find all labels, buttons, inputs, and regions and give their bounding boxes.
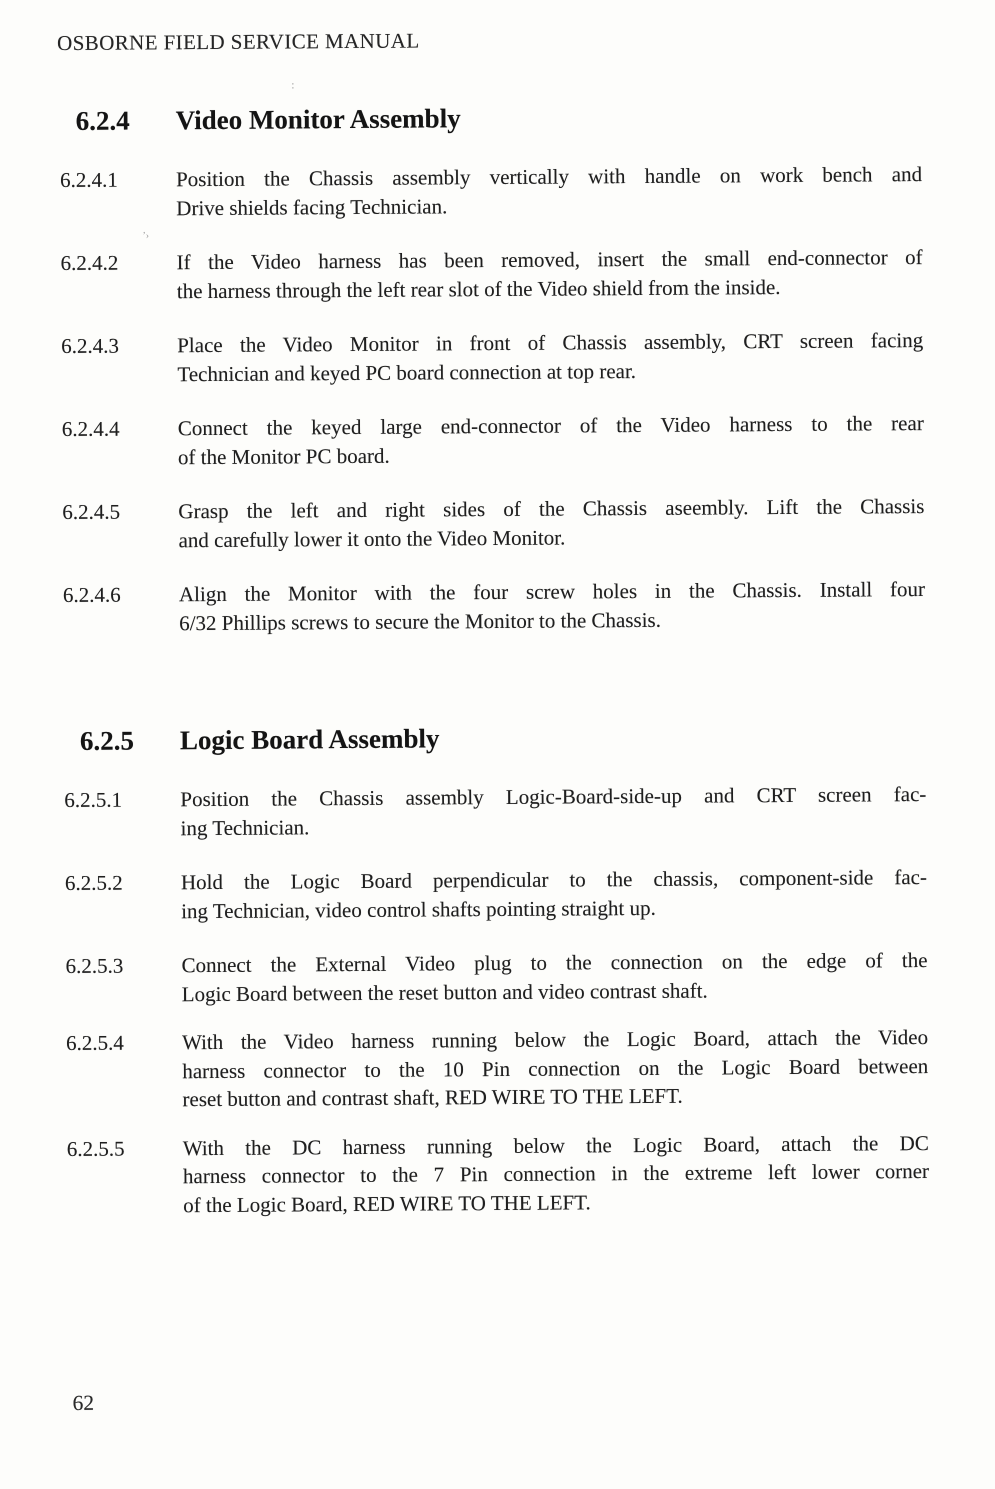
step-text-line: If the Video harness has been removed, insert the small end-connector of (176, 245, 923, 275)
procedure-step (60, 160, 991, 223)
section-number: 6.2.4 (75, 105, 130, 136)
section-heading-video-monitor (76, 97, 991, 139)
step-number: 6.2.5.1 (64, 787, 123, 813)
procedure-step (61, 326, 992, 389)
step-text (177, 326, 923, 388)
step-text (176, 160, 922, 222)
scan-artifact: ’› (142, 230, 150, 242)
step-text-line: With the DC harness running below the Logic Board, attach the DC (182, 1130, 929, 1160)
section-heading-logic-board (80, 717, 995, 759)
step-text-line: Drive shields facing Technician. (176, 193, 448, 220)
section-number: 6.2.5 (79, 725, 135, 756)
section-title: Video Monitor Assembly (175, 103, 461, 136)
step-text (178, 409, 924, 471)
step-text-line: Hold the Logic Board perpendicular to the chassis, component-side fac- (180, 865, 928, 895)
procedure-step (62, 409, 993, 472)
step-number: 6.2.4.6 (62, 582, 121, 608)
step-text (182, 1023, 929, 1114)
step-number: 6.2.5.2 (64, 870, 123, 896)
step-text-line: Technician and keyed PC board connection at top rear. (177, 358, 637, 386)
step-text-line: Connect the External Video plug to the connection on the edge of the (181, 948, 928, 978)
step-text-line: Logic Board between the reset button and video contrast shaft. (181, 978, 708, 1006)
procedure-step (65, 946, 995, 1009)
step-text-line: the harness through the left rear slot of the Video shield from the inside. (176, 274, 781, 303)
step-number: 6.2.5.4 (65, 1030, 124, 1056)
procedure-step (63, 575, 994, 638)
step-number: 6.2.5.3 (65, 953, 124, 979)
step-number: 6.2.5.5 (66, 1136, 125, 1161)
step-text (180, 780, 926, 842)
step-text-line: ing Technician, video control shafts pointing straight up. (181, 895, 656, 923)
step-text-line: 6/32 Phillips screws to secure the Monitor to the Chassis. (179, 607, 662, 635)
step-text-line: harness connector to the 7 Pin connection in the extreme left lower corner (182, 1158, 930, 1189)
page-number: 62 (72, 1390, 95, 1415)
step-text-line: Connect the keyed large end-connector of the Video harness to the rear (177, 411, 924, 441)
step-text (183, 1128, 930, 1219)
step-text-line: Position the Chassis assembly Logic-Board-side-up and CRT screen fac- (180, 782, 927, 812)
step-number: 6.2.4.2 (60, 250, 119, 276)
step-text (181, 946, 927, 1008)
step-text-line: With the Video harness running below the Logic Board, attach the Video (181, 1025, 929, 1055)
scan-artifact: : (291, 79, 295, 92)
step-text-line: Align the Monitor with the four screw holes in the Chassis. Install four (178, 577, 926, 607)
step-text-line: and carefully lower it onto the Video Monitor. (178, 525, 566, 552)
step-text-line: of the Monitor PC board. (177, 443, 390, 469)
step-number: 6.2.4.4 (61, 416, 120, 442)
step-text-line: reset button and contrast shaft, RED WIRE TO THE LEFT. (182, 1083, 683, 1112)
step-text (179, 575, 925, 637)
step-text-line: of the Logic Board, RED WIRE TO THE LEFT. (183, 1189, 591, 1217)
procedure-step (67, 1128, 995, 1220)
procedure-step (66, 1023, 995, 1115)
procedure-step (61, 243, 992, 306)
procedure-step (65, 863, 995, 926)
step-text-line: Position the Chassis assembly vertically with handle on work bench and (175, 162, 923, 192)
step-text-line: Grasp the left and right sides of the Chassis aseembly. Lift the Chassis (178, 494, 925, 524)
step-text (178, 492, 924, 554)
step-text-line: ing Technician. (180, 814, 310, 840)
step-number: 6.2.4.5 (62, 499, 121, 525)
running-header: OSBORNE FIELD SERVICE MANUAL (57, 28, 420, 56)
procedure-step (62, 492, 993, 555)
step-number: 6.2.4.3 (61, 333, 120, 359)
section-title: Logic Board Assembly (179, 723, 440, 756)
step-text (181, 863, 927, 925)
step-number: 6.2.4.1 (59, 167, 118, 193)
procedure-step (64, 780, 995, 843)
step-text (177, 243, 923, 305)
step-text-line: harness connector to the 10 Pin connection on the Logic Board between (182, 1053, 929, 1083)
step-text-line: Place the Video Monitor in front of Chassis assembly, CRT screen facing (177, 328, 924, 358)
